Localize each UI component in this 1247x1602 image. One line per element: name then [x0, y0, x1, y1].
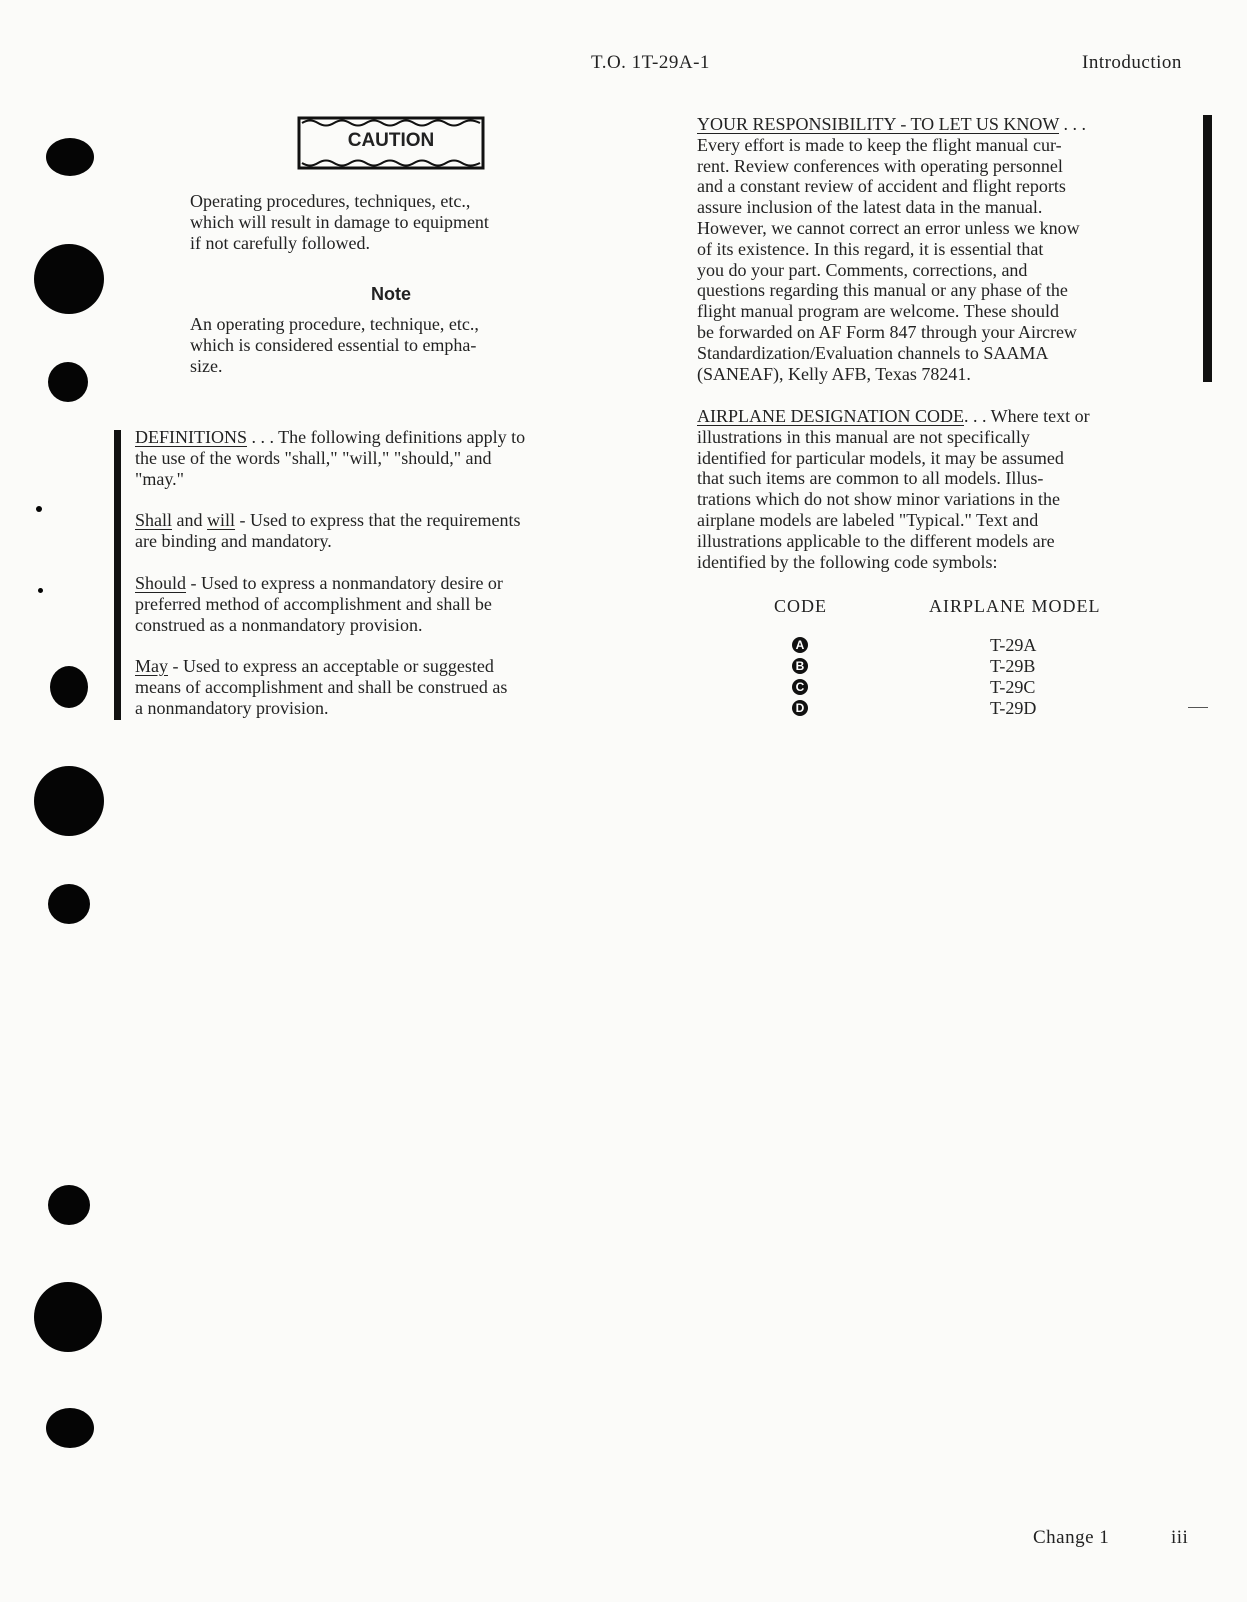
responsibility-section: YOUR RESPONSIBILITY - TO LET US KNOW . . . Every effort is made to keep the flight manual cur- rent. Review conferences with operating personnel and a constant review of accident and flight reports assure inclusion of the latest data in the manual. However, we cannot correct an error unless we know of its existence. In this regard, it is essential that you do your part. Comments, corrections, and questions regarding this manual or any phase of the flight manual program are welcome. These should be forwarded on AF Form 847 through your Aircrew Standardization/Evaluation channels to SAAMA (SANEAF), Kelly AFB, Texas 78241. — [697, 114, 1087, 384]
model-column-header: AIRPLANE MODEL — [929, 596, 1101, 616]
code-column-header: CODE — [774, 596, 827, 616]
code-row — [792, 698, 1052, 718]
definition-may: May - Used to express an acceptable or suggested means of accomplishment and shall be construed as a nonmandatory provision. — [135, 656, 508, 718]
binder-hole — [46, 1408, 94, 1448]
code-symbol-icon: D — [792, 700, 808, 716]
designation-section: AIRPLANE DESIGNATION CODE. . . Where text or illustrations in this manual are not specifically identified for particular models, it may be assumed that such items are common to all models. Illus- trations which do not show minor variations in the airplane models are labeled "Typical." Text and illustrations applicable to the different models are identified by the following code symbols: — [697, 406, 1090, 572]
binder-hole — [34, 766, 104, 836]
change-number: Change 1 — [1033, 1527, 1110, 1548]
binder-hole — [38, 588, 43, 593]
caution-text: Operating procedures, techniques, etc., which will result in damage to equipment if not carefully followed. — [190, 191, 489, 253]
code-row — [792, 677, 1052, 697]
binder-hole — [48, 1185, 90, 1225]
binder-hole — [50, 666, 88, 708]
model-name: T-29B — [990, 656, 1036, 676]
definition-shall: Shall and will - Used to express that the requirements are binding and mandatory. — [135, 510, 521, 551]
page-number: iii — [1171, 1527, 1189, 1548]
code-symbol-icon: B — [792, 658, 808, 674]
term-will: will — [207, 510, 236, 530]
code-symbol-icon: C — [792, 679, 808, 695]
definitions-heading: DEFINITIONS — [135, 427, 247, 447]
note-title: Note — [371, 284, 411, 304]
code-row — [792, 656, 1052, 676]
code-row — [792, 635, 1052, 655]
model-name: T-29A — [990, 635, 1037, 655]
binder-hole — [34, 1282, 102, 1352]
binder-hole — [34, 244, 104, 314]
caution-title: CAUTION — [347, 130, 435, 151]
binder-hole — [48, 362, 88, 402]
document-number: T.O. 1T-29A-1 — [591, 52, 710, 73]
change-bar-left — [114, 430, 121, 720]
margin-mark — [1188, 707, 1208, 708]
term-shall: Shall — [135, 510, 173, 530]
designation-heading: AIRPLANE DESIGNATION CODE — [697, 406, 964, 426]
note-text: An operating procedure, technique, etc., which is considered essential to empha- size. — [190, 314, 479, 376]
model-name: T-29C — [990, 677, 1036, 697]
binder-hole — [46, 138, 94, 176]
definition-should: Should - Used to express a nonmandatory desire or preferred method of accomplishment and shall be construed as a nonmandatory provision. — [135, 573, 503, 635]
change-bar-right — [1203, 115, 1212, 382]
section-title: Introduction — [1082, 52, 1182, 73]
code-symbol-icon: A — [792, 637, 808, 653]
model-name: T-29D — [990, 698, 1037, 718]
term-should: Should — [135, 573, 187, 593]
binder-hole — [36, 506, 42, 512]
definitions-intro: DEFINITIONS . . . The following definitions apply to the use of the words "shall," "will," "should," and "may." — [135, 427, 526, 489]
binder-hole — [48, 884, 90, 924]
term-may: May — [135, 656, 168, 676]
responsibility-heading: YOUR RESPONSIBILITY - TO LET US KNOW — [697, 114, 1060, 134]
